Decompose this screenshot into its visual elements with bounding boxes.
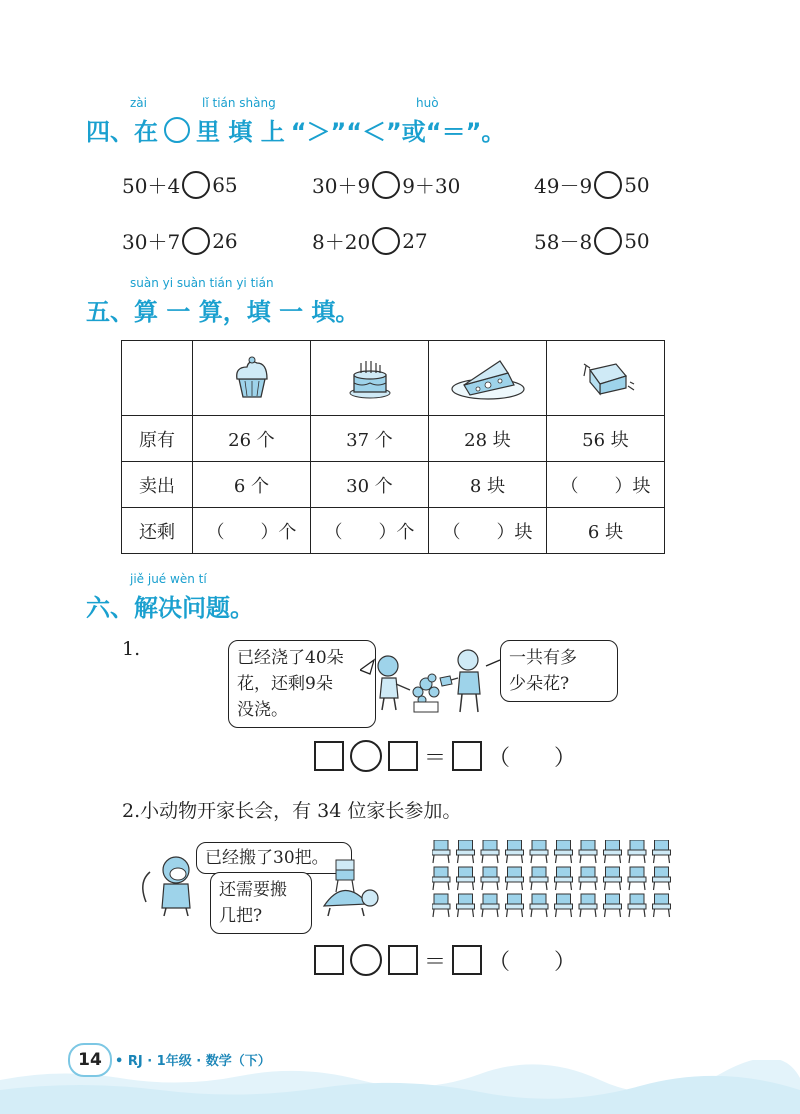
chair-icon	[432, 894, 450, 917]
compare-left: 30＋7	[122, 230, 181, 254]
q1-equation	[314, 740, 576, 772]
answer-box[interactable]	[314, 741, 344, 771]
table-cell: 6 块	[547, 508, 665, 554]
compare-right: 27	[402, 228, 428, 253]
answer-box[interactable]	[452, 741, 482, 771]
unit-blank[interactable]: （ ）	[488, 745, 577, 771]
operator-circle[interactable]	[350, 944, 382, 976]
compare-right: 65	[212, 172, 238, 197]
monkey-icon	[138, 852, 202, 918]
chair-icon	[530, 840, 548, 863]
section6-pinyin: jiě jué wèn tí	[130, 572, 207, 586]
chair-icon	[457, 894, 475, 917]
compare-item	[312, 170, 460, 199]
chair-icon	[579, 840, 597, 863]
chair-icon	[481, 867, 499, 890]
section4-title-a: 四、在	[86, 118, 158, 146]
chair-icon	[555, 894, 573, 917]
compare-right: 9＋30	[402, 174, 461, 198]
table-cell: 56 块	[547, 416, 665, 462]
bubble-line: 没浇。	[237, 700, 288, 720]
q1-bubble-left	[228, 640, 376, 728]
answer-box[interactable]	[388, 741, 418, 771]
table-cell: 26 个	[193, 416, 311, 462]
row-label-sold: 卖出	[122, 462, 193, 508]
compare-item	[122, 170, 238, 199]
compare-circle[interactable]	[182, 227, 210, 255]
chair-icon	[457, 840, 475, 863]
compare-left: 58－8	[534, 230, 593, 254]
chair-icon	[506, 867, 524, 890]
bubble-line: 一共有多	[509, 648, 577, 668]
compare-left: 49－9	[534, 174, 593, 198]
chair-icon	[506, 840, 524, 863]
cheese-icon	[448, 351, 528, 401]
chair-icon	[604, 894, 622, 917]
q1-bubble-right	[500, 640, 618, 702]
bubble-line: 几把?	[219, 906, 263, 926]
q2-bubble-top: 已经搬了30把。	[196, 842, 352, 874]
q2-text: 2.小动物开家长会，有 34 位家长参加。	[122, 800, 462, 822]
chair-icon	[628, 840, 646, 863]
chair-icon	[628, 894, 646, 917]
birthday-cake-icon	[345, 351, 395, 401]
gift-box-cell	[547, 341, 665, 416]
unit-blank[interactable]: （ ）	[488, 949, 577, 975]
compare-circle[interactable]	[182, 171, 210, 199]
sales-table	[121, 340, 665, 554]
compare-left: 8＋20	[312, 230, 371, 254]
chair-icon	[628, 867, 646, 890]
table-cell: 37 个	[311, 416, 429, 462]
chair-icon	[457, 867, 475, 890]
pinyin-zai: zài	[130, 96, 147, 110]
compare-item	[534, 170, 650, 199]
compare-right: 50	[624, 172, 650, 197]
compare-item	[122, 226, 238, 255]
equals-sign: ＝	[424, 949, 447, 975]
chair-icon	[604, 867, 622, 890]
row-label-left: 还剩	[122, 508, 193, 554]
table-corner	[122, 341, 193, 416]
section6-title: 六、解决问题。	[86, 594, 254, 622]
answer-blank-cell[interactable]: （ ）块	[547, 462, 665, 508]
chair-icon	[555, 840, 573, 863]
compare-left: 50＋4	[122, 174, 181, 198]
table-cell: 28 块	[429, 416, 547, 462]
bubble-line: 花，还剩9朵	[237, 674, 333, 694]
chairs-grid-icon	[432, 840, 687, 920]
chair-icon	[530, 867, 548, 890]
section4-title	[86, 112, 505, 147]
chair-icon	[530, 894, 548, 917]
pinyin-li-tian-shang: lǐ tián shàng	[202, 96, 276, 110]
q2-equation	[314, 944, 576, 976]
footer-label: • RJ · 1年级 · 数学（下）	[115, 1054, 271, 1069]
pinyin-huo: huò	[416, 96, 439, 110]
answer-blank-cell[interactable]: （ ）块	[429, 508, 547, 554]
compare-right: 50	[624, 228, 650, 253]
chair-icon	[579, 867, 597, 890]
section4-title-b: 里 填 上	[196, 118, 285, 146]
table-cell: 6 个	[193, 462, 311, 508]
section5-title: 五、算 一 算，填 一 填。	[86, 298, 360, 326]
bubble-line: 已经浇了40朵	[237, 648, 344, 668]
turtle-carrying-chair-icon	[318, 856, 384, 920]
q2-bubble-bottom	[210, 872, 312, 934]
equals-sign: ＝	[424, 745, 447, 771]
compare-item	[312, 226, 428, 255]
children-watering-flowers-icon	[360, 640, 500, 720]
compare-circle[interactable]	[372, 171, 400, 199]
birthday-cake-cell	[311, 341, 429, 416]
compare-right: 26	[212, 228, 238, 253]
answer-blank-cell[interactable]: （ ）个	[311, 508, 429, 554]
circle-blank-icon	[164, 117, 190, 143]
table-cell: 8 块	[429, 462, 547, 508]
chair-icon	[481, 894, 499, 917]
chair-icon	[481, 840, 499, 863]
row-label-original: 原有	[122, 416, 193, 462]
compare-circle[interactable]	[594, 171, 622, 199]
gift-box-icon	[576, 356, 636, 396]
cupcake-cell	[193, 341, 311, 416]
compare-circle[interactable]	[372, 227, 400, 255]
cheese-cell	[429, 341, 547, 416]
chair-icon	[555, 867, 573, 890]
answer-blank-cell[interactable]: （ ）个	[193, 508, 311, 554]
chair-icon	[432, 867, 450, 890]
page-number: 14	[68, 1043, 112, 1077]
chair-icon	[653, 867, 671, 890]
chair-icon	[653, 840, 671, 863]
chair-icon	[604, 840, 622, 863]
compare-circle[interactable]	[594, 227, 622, 255]
operator-circle[interactable]	[350, 740, 382, 772]
q1-number: 1.	[122, 638, 141, 660]
chair-icon	[579, 894, 597, 917]
answer-box[interactable]	[452, 945, 482, 975]
cupcake-icon	[227, 351, 277, 401]
compare-item	[534, 226, 650, 255]
compare-left: 30＋9	[312, 174, 371, 198]
bubble-line: 少朵花?	[509, 674, 570, 694]
section4-title-c: “＞”“＜”或“＝”。	[290, 118, 506, 146]
chair-icon	[432, 840, 450, 863]
answer-box[interactable]	[388, 945, 418, 975]
bubble-line: 还需要搬	[219, 880, 287, 900]
answer-box[interactable]	[314, 945, 344, 975]
chair-icon	[506, 894, 524, 917]
table-cell: 30 个	[311, 462, 429, 508]
section5-pinyin: suàn yi suàn tián yi tián	[130, 276, 274, 290]
chair-icon	[653, 894, 671, 917]
